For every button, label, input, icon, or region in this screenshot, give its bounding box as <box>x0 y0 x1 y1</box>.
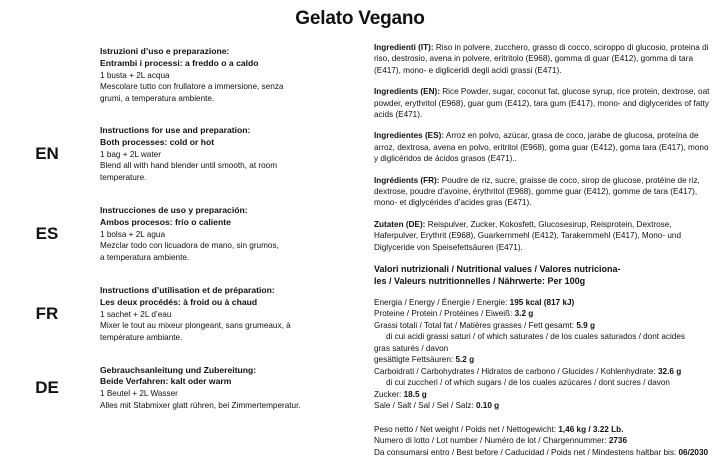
instruction-block-de <box>0 358 360 418</box>
ingredients-text-en: Rice Powder, sugar, coconut fat, glucose syrup, rice protein, dextrose, oat powder, erythritol (E968), guar gum (E412), tara gum (E417), mono- and diglycerides of fatty acids (E471). <box>374 87 710 120</box>
instruction-heading2-es: Ambos procesos: frío o caliente <box>100 216 231 227</box>
instruction-heading1-en: Instructions for use and preparation: <box>100 124 251 135</box>
nutrition-heading-line1: Valori nutrizionali / Nutritional values / Valores nutriciona- <box>374 264 621 275</box>
nutrition-label-total-fat: Grassi totali / Total fat / Matières grasses / Fett gesamt: <box>374 320 577 330</box>
instruction-line3-fr: température ambiante. <box>100 332 183 342</box>
nutrition-value-salt: 0.10 g <box>475 401 500 410</box>
nutrition-label-salt: Sale / Salt / Sal / Sel / Salz: <box>374 401 476 410</box>
nutrition-row-total-fat <box>374 320 714 332</box>
instruction-heading1-it: Istruzioni d’uso e preparazione: <box>100 45 230 56</box>
instruction-heading2-it: Entrambi i processi: a freddo o a caldo <box>100 57 259 68</box>
nutrition-row-carbohydrates <box>374 366 714 378</box>
instruction-heading1-fr: Instructions d’utilisation et de préparation: <box>100 284 275 295</box>
instruction-line2-de: Alles mit Stabmixer glatt rühren, bei Zimmertemperatur. <box>100 400 301 410</box>
instruction-line2-fr: Mixer le tout au mixeur plongeant, sans grumeaux, à <box>100 321 291 331</box>
nutrition-row-saturates-value <box>374 354 714 366</box>
nutrition-values-list <box>374 297 714 412</box>
ingredients-fr <box>374 175 714 209</box>
nutrition-value-energy: 195 kcal (817 kJ) <box>509 297 575 307</box>
instruction-line3-it: grumi, a temperatura ambiente. <box>100 93 215 103</box>
instruction-line3-es: a temperatura ambiente. <box>100 252 190 262</box>
instruction-heading2-en: Both processes: cold or hot <box>100 136 215 147</box>
ingredients-text-fr: Poudre de riz, sucre, graisse de coco, sirop de glucose, protéine de riz, dextrose, poudre d’avoine, érythritol (E968), gomme guar (E412), gomme de tara (E417), mono- et diglycérides d’acides gras (E471). <box>374 175 700 208</box>
lang-code-fr: FR <box>35 304 59 323</box>
instruction-line1-fr: 1 sachet + 2L d’eau <box>100 309 172 319</box>
nutrition-row-protein <box>374 308 714 320</box>
instruction-line1-de: 1 Beutel + 2L Wasser <box>100 389 178 399</box>
instruction-heading2-de: Beide Verfahren: kalt oder warm <box>100 376 232 387</box>
instruction-block-fr <box>0 278 360 350</box>
footer-label-lot-number: Numero di lotto / Lot number / Numéro de lot / Chargennummer: <box>374 436 609 446</box>
footer-label-best-before: Da consumarsi entro / Best before / Caducidad / Poids net / Mindestens haltbar bis: <box>374 447 679 457</box>
ingredients-and-nutrition-column <box>374 42 714 458</box>
instruction-text-es <box>100 205 360 264</box>
nutrition-label-saturates: gesättigte Fettsäuren: <box>374 355 456 364</box>
nutrition-value-sugars: 18.5 g <box>403 389 427 399</box>
ingredients-text-it: Riso in polvere, zucchero, grasso di cocco, sciroppo di glucosio, proteina di riso, destrosio, avena in polvere, eritritolo (E968), gomma di guar (E412), gomma di tara (E417), mono- e digliceridi degli acidi grassi (E471). <box>374 43 709 75</box>
ingredients-text-es: Arroz en polvo, azúcar, grasa de coco, jarabe de glucosa, proteína de arroz, dextrosa, avena en polvo, eritritol (E968), goma guar (E412), goma tara (E417), mono y diglicéridos de ácidos grasos (E471).. <box>374 131 709 164</box>
instruction-block-it <box>0 40 360 110</box>
ingredients-label-es: Ingredientes (ES): <box>374 131 445 141</box>
instruction-line3-en: temperature. <box>100 172 147 182</box>
page-title: Gelato Vegano <box>295 8 425 29</box>
instruction-text-fr <box>100 285 360 344</box>
nutrition-row-sugars-value <box>374 389 714 401</box>
instruction-heading1-es: Instrucciones de uso y preparación: <box>100 204 248 215</box>
nutrition-label-sugars: Zucker: <box>374 389 404 399</box>
instructions-column <box>0 40 360 426</box>
ingredients-label-it: Ingredienti (IT): <box>374 43 434 52</box>
instruction-text-it <box>100 46 360 105</box>
ingredients-es <box>374 130 714 164</box>
nutrition-row-sugars-line1: di cui zuccheri / of which sugars / de los cuales azúcares / dont sucres / davon <box>386 378 670 387</box>
ingredients-de <box>374 219 714 253</box>
nutrition-row-salt <box>374 400 714 412</box>
nutrition-heading <box>374 263 714 287</box>
ingredients-text-de: Reispulver, Zucker, Kokosfett, Glucosesirup, Reisprotein, Dextrose, Haferpulver, Erythrit (E968), Guarkernmehl (E412), Tarakernmehl (E417), Mono- und Diglyceride von Speisefettsäuren (E471). <box>374 219 682 252</box>
nutrition-label-carbohydrates: Carboidrati / Carbohydrates / Hidratos de carbono / Glucides / Kohlenhydrate: <box>374 366 658 376</box>
instruction-line2-es: Mezclar todo con licuadora de mano, sin grumos, <box>100 241 279 251</box>
lang-code-de: DE <box>35 378 59 397</box>
ingredients-label-de: Zutaten (DE): <box>374 219 426 229</box>
ingredients-label-en: Ingredients (EN): <box>374 87 440 97</box>
nutrition-row-saturates-line1: di cui acidi grassi saturi / of which saturates / de los cuales saturados / dont acides <box>386 332 685 341</box>
instruction-heading1-de: Gebrauchsanleitung und Zubereitung: <box>100 364 257 375</box>
instruction-line2-en: Blend all with hand blender until smooth, at room <box>100 161 278 171</box>
ingredients-it <box>374 42 714 76</box>
instruction-line2-it: Mescolare tutto con frullatore a immersione, senza <box>100 82 284 92</box>
footer-value-best-before: 06/2030 <box>678 447 709 457</box>
footer-value-lot-number: 2736 <box>608 436 628 446</box>
instruction-text-de <box>100 365 360 412</box>
ingredients-label-fr: Ingrédients (FR): <box>374 175 440 185</box>
ingredients-en <box>374 86 714 120</box>
lang-code-es: ES <box>35 224 59 243</box>
nutrition-value-total-fat: 5.9 g <box>576 320 596 330</box>
nutrition-label-protein: Proteine / Protein / Protéines / Eiweiß: <box>374 309 515 318</box>
footer-row-lot-number <box>374 435 714 447</box>
nutrition-value-protein: 3.2 g <box>514 309 534 318</box>
nutrition-heading-line2: les / Valeurs nutritionnelles / Nährwerte: Per 100g <box>374 276 586 287</box>
instruction-line1-it: 1 busta + 2L acqua <box>100 70 170 80</box>
footer-value-net-weight: 1,46 kg / 3.22 Lb. <box>558 424 624 434</box>
instruction-heading2-fr: Les deux procédés: à froid ou à chaud <box>100 296 258 307</box>
nutrition-label-energy: Energia / Energy / Énergie / Energie: <box>374 297 510 307</box>
nutrition-value-saturates: 5.2 g <box>455 355 475 364</box>
footer-row-best-before <box>374 447 714 459</box>
instruction-line1-en: 1 bag + 2L water <box>100 149 161 159</box>
lang-code-en: EN <box>35 144 59 163</box>
footer-row-net-weight <box>374 424 714 436</box>
instruction-block-en <box>0 118 360 190</box>
nutrition-value-carbohydrates: 32.6 g <box>657 366 682 376</box>
footer-label-net-weight: Peso netto / Net weight / Poids net / Nettogewicht: <box>374 424 559 434</box>
instruction-block-es <box>0 198 360 270</box>
instruction-text-en <box>100 125 360 184</box>
nutrition-row-saturates-line2: gras saturés / davon <box>374 343 449 353</box>
instruction-line1-es: 1 bolsa + 2L agua <box>100 229 166 239</box>
product-footer-info <box>374 424 714 459</box>
nutrition-row-energy <box>374 297 714 309</box>
